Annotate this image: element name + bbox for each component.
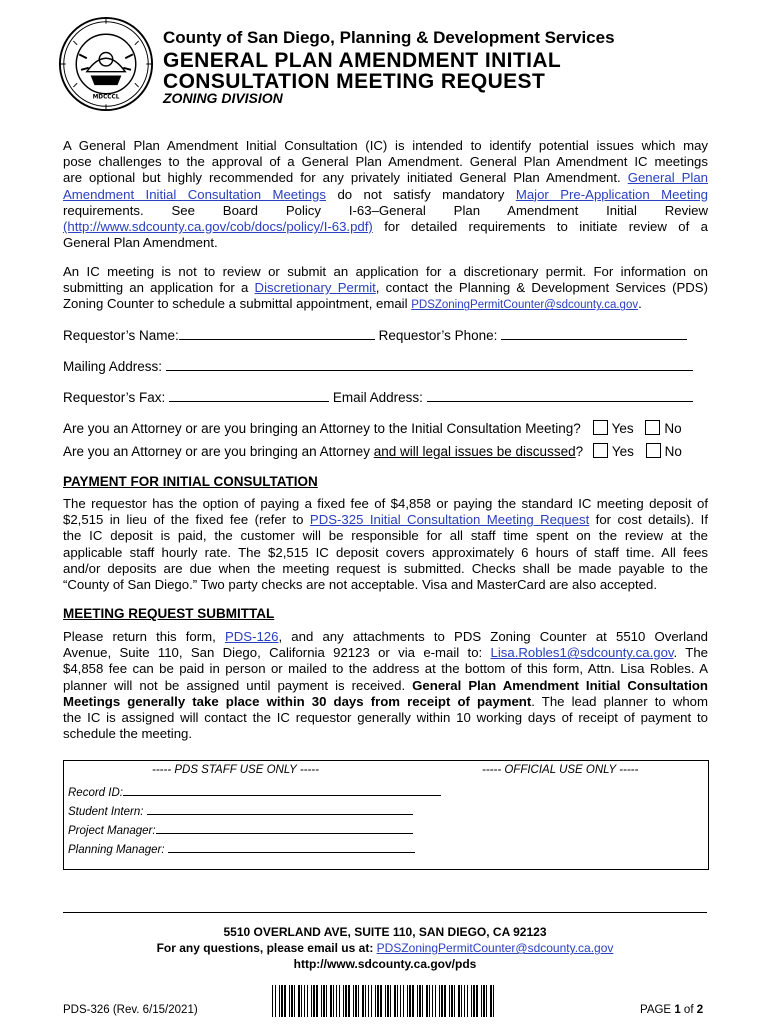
no-label: No <box>664 444 682 459</box>
intro-line: A General Plan Amendment Initial Consultation (IC) is intended to identify potential issues which may <box>63 138 708 153</box>
ic-note-text: , contact the Planning & Development Services (PDS) <box>375 280 708 296</box>
mailing-address-row <box>63 357 703 374</box>
attorney-question-2 <box>63 443 686 459</box>
official-use-heading: ----- OFFICIAL USE ONLY ----- <box>482 764 639 776</box>
barcode-bar <box>467 985 468 1017</box>
requestor-phone-field[interactable] <box>501 326 687 340</box>
barcode-bar <box>417 985 418 1017</box>
submittal-text: Avenue, Suite 110, San Diego, California 92123 or via e-mail to: <box>63 645 483 661</box>
barcode-bar <box>422 985 423 1017</box>
barcode-bar <box>279 985 280 1017</box>
zoning-counter-email-link[interactable]: PDSZoningPermitCounter@sdcounty.ca.gov <box>411 299 639 312</box>
payment-line: “County of San Diego.” Two party checks are not acceptable. Visa and MasterCard are also accepted. <box>63 577 658 593</box>
intro-paragraph <box>63 138 708 251</box>
general-plan-amendment-ic-link-cont[interactable]: Amendment Initial Consultation Meetings <box>63 186 326 202</box>
barcode-bar <box>409 985 411 1017</box>
barcode-bar <box>291 985 293 1017</box>
ic-note-text: . <box>638 296 642 312</box>
barcode-bar <box>307 985 308 1017</box>
submittal-text: , and any attachments to PDS Zoning Counter at 5510 Overland <box>278 629 708 644</box>
general-plan-amendment-ic-link[interactable]: General Plan <box>627 170 708 186</box>
barcode-bar <box>275 985 276 1017</box>
barcode-bar <box>426 985 428 1017</box>
planning-manager-field[interactable] <box>168 841 415 853</box>
policy-i63-link[interactable]: (http://www.sdcounty.ca.gov/cob/docs/policy/I-63.pdf) <box>63 219 373 235</box>
barcode-bar <box>345 985 347 1017</box>
intro-line: requirements. See Board Policy I-63–General Plan Amendment Initial Review <box>63 202 708 218</box>
ic-note-text: Zoning Counter to schedule a submittal appointment, email <box>63 296 408 312</box>
fax-email-row <box>63 388 703 405</box>
record-id-label: Record ID: <box>68 787 123 799</box>
intro-text: for detailed requirements to initiate review of a <box>384 219 708 235</box>
barcode-bar <box>284 985 286 1017</box>
submittal-line <box>63 678 708 694</box>
barcode-bar <box>394 985 396 1017</box>
yes-label: Yes <box>611 444 634 459</box>
barcode-bar <box>371 985 372 1017</box>
requestor-name-label: Requestor’s Name: <box>63 328 179 343</box>
payment-heading: PAYMENT FOR INITIAL CONSULTATION <box>63 474 318 489</box>
barcode-bar <box>375 985 376 1017</box>
payment-line: The requestor has the option of paying a fixed fee of $4,858 or paying the standard IC meeting deposit of <box>63 496 708 511</box>
form-title-line-2: CONSULTATION MEETING REQUEST <box>163 70 546 93</box>
barcode-bar <box>343 985 344 1017</box>
barcode-bar <box>272 985 273 1017</box>
barcode-bar <box>301 985 302 1017</box>
project-manager-field[interactable] <box>156 822 413 834</box>
barcode-bar <box>339 985 340 1017</box>
discretionary-permit-link[interactable]: Discretionary Permit <box>254 280 376 296</box>
barcode-bar <box>439 985 440 1017</box>
payment-line: the IC deposit is paid, the customer will be responsible for all staff time spent on the review at the <box>63 528 708 544</box>
mailing-address-field[interactable] <box>166 357 693 371</box>
submittal-bold-text: Meetings generally take place within 30 days from receipt of payment <box>63 693 532 709</box>
payment-line <box>63 512 708 528</box>
barcode-bar <box>432 985 433 1017</box>
barcode-bar <box>471 985 472 1017</box>
planning-manager-label: Planning Manager: <box>68 844 165 856</box>
barcode-bar <box>304 985 305 1017</box>
mailing-address-label: Mailing Address: <box>63 359 163 374</box>
lisa-robles-email-link[interactable]: Lisa.Robles1@sdcounty.ca.gov <box>490 645 674 661</box>
barcode-bar <box>476 985 478 1017</box>
barcode-bar <box>355 985 357 1017</box>
footer-email-link[interactable]: PDSZoningPermitCounter@sdcounty.ca.gov <box>376 941 614 955</box>
division-subtitle: ZONING DIVISION <box>163 90 283 106</box>
requestor-phone-label: Requestor’s Phone: <box>378 328 498 343</box>
barcode-bar <box>400 985 401 1017</box>
barcode-bar <box>493 985 494 1017</box>
barcode-bar <box>333 985 334 1017</box>
barcode-bar <box>368 985 369 1017</box>
page-current: 1 <box>674 1004 681 1016</box>
barcode-bar <box>464 985 465 1017</box>
form-title <box>163 50 561 92</box>
barcode-bar <box>483 985 485 1017</box>
submittal-text: Please return this form, <box>63 629 216 644</box>
barcode-bar <box>454 985 455 1017</box>
submittal-line <box>63 645 708 661</box>
requestor-name-phone-row <box>63 326 703 343</box>
barcode-bar <box>444 985 446 1017</box>
payment-paragraph <box>63 496 708 593</box>
payment-text: for cost details). If <box>595 512 708 528</box>
barcode-bar <box>385 985 386 1017</box>
yes-label: Yes <box>611 421 634 436</box>
barcode-bar <box>336 985 337 1017</box>
submittal-line: the IC is assigned will contact the IC requestor generally within 10 working days of receipt of payment to <box>63 710 708 726</box>
barcode-bar <box>362 985 364 1017</box>
barcode-bar <box>330 985 332 1017</box>
email-address-label: Email Address: <box>332 390 423 405</box>
project-manager-label: Project Manager: <box>68 825 156 837</box>
record-id-field[interactable] <box>123 784 441 796</box>
ic-note-text: submitting an application for a <box>63 280 249 296</box>
student-intern-field[interactable] <box>147 803 413 815</box>
intro-text: do not satisfy mandatory <box>337 186 505 202</box>
barcode-bar <box>403 985 404 1017</box>
barcode-bar <box>313 985 315 1017</box>
requestor-fax-label: Requestor’s Fax: <box>63 390 166 405</box>
intro-text: are optional but highly recommended for any privately initiated General Plan Amendment. <box>63 170 621 186</box>
barcode-bar <box>407 985 408 1017</box>
barcode-bar <box>486 985 487 1017</box>
barcode-bar <box>461 985 462 1017</box>
footer-divider <box>63 912 707 913</box>
submittal-text: . The <box>673 645 708 661</box>
submittal-line: $4,858 fee can be paid in person or mailed to the address at the bottom of this form, Attn. Lisa Robles. A <box>63 661 708 677</box>
barcode-bar <box>397 985 398 1017</box>
ic-note-paragraph <box>63 264 708 314</box>
barcode-bar <box>365 985 366 1017</box>
ic-note-line <box>63 296 708 313</box>
major-pre-application-meeting-link[interactable]: Major Pre-Application Meeting <box>515 186 709 202</box>
footer-website: http://www.sdcounty.ca.gov/pds <box>293 957 477 971</box>
intro-line <box>63 187 708 203</box>
barcode-bar <box>298 985 300 1017</box>
barcode-bar <box>377 985 379 1017</box>
pds-126-link[interactable]: PDS-126 <box>224 629 279 644</box>
submittal-heading: MEETING REQUEST SUBMITTAL <box>63 606 275 621</box>
barcode-bar <box>321 985 322 1017</box>
barcode-image <box>270 985 500 1017</box>
barcode-bar <box>387 985 389 1017</box>
requestor-name-field[interactable] <box>179 326 375 340</box>
attorney-question-2-text: Are you an Attorney or are you bringing an Attorney <box>63 444 370 459</box>
footer-questions <box>0 941 770 955</box>
county-seal-logo <box>58 16 154 112</box>
form-id: PDS-326 (Rev. 6/15/2021) <box>63 1004 198 1016</box>
intro-line <box>63 170 708 186</box>
ic-note-line: An IC meeting is not to review or submit an application for a discretionary permit. For information on <box>63 264 708 279</box>
student-intern-label: Student Intern: <box>68 806 144 818</box>
payment-line: applicable staff hourly rate. The $2,515 IC deposit covers approximately 6 hours of staff time. All fees <box>63 544 708 560</box>
barcode-bar <box>281 985 283 1017</box>
submittal-line <box>63 629 708 645</box>
footer-address: 5510 OVERLAND AVE, SUITE 110, SAN DIEGO, CA 92123 <box>223 925 547 939</box>
barcode-bar <box>449 985 450 1017</box>
barcode-bar <box>380 985 382 1017</box>
attorney-question-1-text: Are you an Attorney or are you bringing an Attorney to the Initial Consultation Meeting? <box>63 421 581 436</box>
intro-line: General Plan Amendment. <box>63 235 218 251</box>
barcode-bar <box>412 985 414 1017</box>
payment-text: $2,515 in lieu of the fixed fee (refer to <box>63 512 304 528</box>
submittal-text: . The lead planner to whom <box>531 693 708 709</box>
attorney-q2-yes-checkbox[interactable] <box>593 443 608 458</box>
barcode-bar <box>458 985 460 1017</box>
barcode-bar <box>348 985 350 1017</box>
barcode-bar <box>326 985 327 1017</box>
attorney-question-2-mark: ? <box>575 444 584 459</box>
barcode-bar <box>481 985 482 1017</box>
no-label: No <box>664 421 682 436</box>
submittal-line <box>63 694 708 710</box>
footer-questions-label: For any questions, please email us at: <box>156 941 374 955</box>
barcode-bar <box>323 985 325 1017</box>
page-of: of <box>683 1004 694 1016</box>
attorney-question-2-emphasis: and will legal issues be discussed <box>373 444 576 459</box>
barcode-bar <box>294 985 295 1017</box>
barcode-bar <box>311 985 312 1017</box>
barcode-bar <box>353 985 354 1017</box>
planning-manager-row <box>68 841 415 856</box>
intro-line <box>63 219 708 235</box>
barcode-bar <box>316 985 318 1017</box>
student-intern-row <box>68 803 413 818</box>
submittal-line: schedule the meeting. <box>63 726 193 742</box>
intro-line: pose challenges to the approval of a General Plan Amendment. General Plan Amendment IC meetings <box>63 154 708 170</box>
record-id-row <box>68 784 441 799</box>
barcode-bar <box>490 985 492 1017</box>
barcode-bar <box>419 985 421 1017</box>
submittal-bold-text: General Plan Amendment Initial Consultation <box>412 677 708 693</box>
form-title-line-1: GENERAL PLAN AMENDMENT INITIAL <box>163 49 562 72</box>
barcode-bar <box>429 985 430 1017</box>
barcode-bar <box>435 985 436 1017</box>
pds-staff-use-heading: ----- PDS STAFF USE ONLY ----- <box>152 764 319 776</box>
project-manager-row <box>68 822 413 837</box>
pds-325-link[interactable]: PDS-325 Initial Consultation Meeting Request <box>309 512 590 528</box>
barcode-bar <box>390 985 391 1017</box>
attorney-q2-no-checkbox[interactable] <box>646 443 661 458</box>
submittal-paragraph <box>63 629 708 742</box>
barcode-bar <box>441 985 443 1017</box>
barcode-bar <box>451 985 453 1017</box>
barcode-bar <box>289 985 290 1017</box>
barcode-bar <box>473 985 475 1017</box>
email-address-field[interactable] <box>427 388 693 402</box>
page-label: PAGE <box>640 1004 672 1016</box>
attorney-q1-no-checkbox[interactable] <box>645 420 660 435</box>
payment-line: and/or deposits are due when the meeting request is submitted. Checks shall be made payable to the <box>63 560 708 576</box>
county-department-title: County of San Diego, Planning & Development Services <box>163 28 615 47</box>
svg-text:MDCCCL: MDCCCL <box>92 94 120 101</box>
attorney-question-1 <box>63 420 686 436</box>
page-number <box>640 1004 703 1016</box>
submittal-text: planner will not be assigned until payment is received. <box>63 677 406 693</box>
attorney-q1-yes-checkbox[interactable] <box>593 420 608 435</box>
barcode-bar <box>358 985 359 1017</box>
requestor-fax-field[interactable] <box>169 388 329 402</box>
ic-note-line <box>63 280 708 296</box>
page-total: 2 <box>696 1004 704 1016</box>
